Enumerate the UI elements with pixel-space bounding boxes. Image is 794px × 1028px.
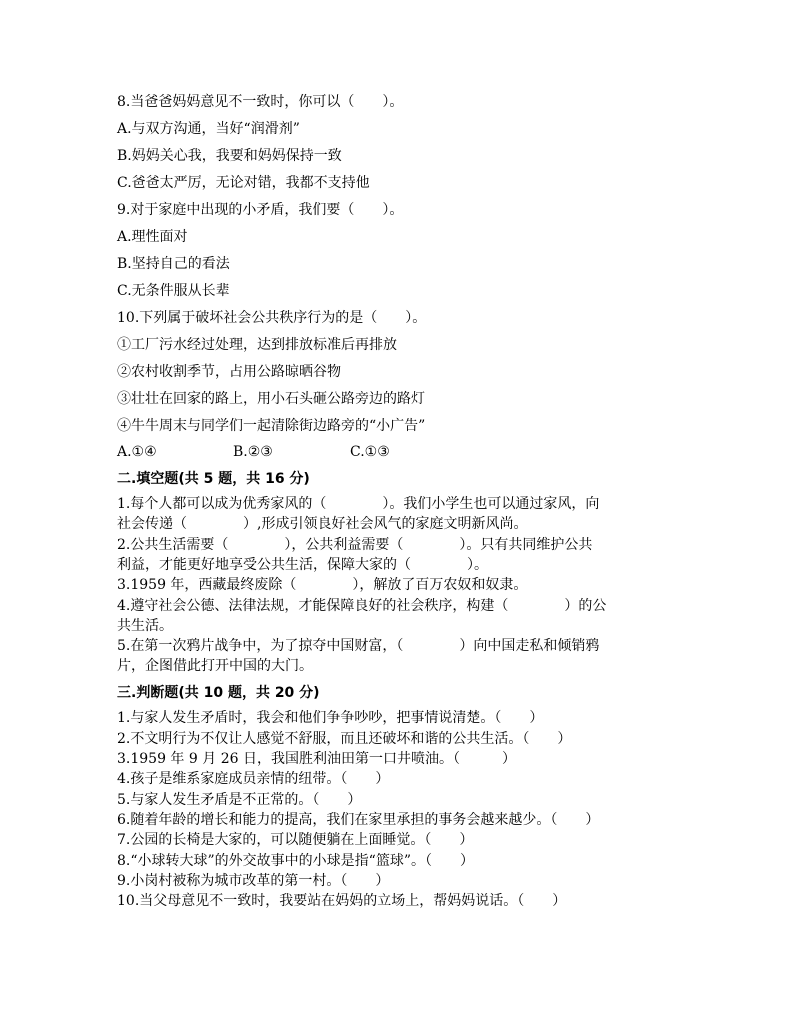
q10-stem: 10.下列属于破坏社会公共秩序行为的是（ ）。 [117,310,427,326]
q8-option-b: B.妈妈关心我，我要和妈妈保持一致 [117,148,342,164]
judge-item: 7.公园的长椅是大家的，可以随便躺在上面睡觉。（ ） [117,832,474,848]
q8-option-a: A.与双方沟通，当好“润滑剂” [117,121,300,137]
fill-line: 1.每个人都可以成为优秀家风的（ ）。我们小学生也可以通过家风，向 [117,496,600,512]
judge-item: 9.小岗村被称为城市改革的第一村。（ ） [117,873,390,889]
q10-option-b: B.②③ [233,444,273,460]
fill-line: 共生活。 [117,618,173,634]
judge-item: 8.“小球转大球”的外交故事中的小球是指“篮球”。（ ） [117,853,474,869]
q10-item-4: ④牛牛周末与同学们一起清除街边路旁的“小广告” [117,418,426,434]
q9-option-b: B.坚持自己的看法 [117,256,230,272]
fill-line: 4.遵守社会公德、法律法规，才能保障良好的社会秩序，构建（ ）的公 [117,598,607,614]
judge-item: 5.与家人发生矛盾是不正常的。（ ） [117,792,362,808]
q10-item-2: ②农村收割季节，占用公路晾晒谷物 [117,364,341,380]
fill-line: 片，企图借此打开中国的大门。 [117,658,313,674]
judge-item: 6.随着年龄的增长和能力的提高，我们在家里承担的事务会越来越少。（ ） [117,812,600,828]
judge-item: 1.与家人发生矛盾时，我会和他们争争吵吵，把事情说清楚。（ ） [117,710,544,726]
judge-item: 10.当父母意见不一致时，我要站在妈妈的立场上，帮妈妈说话。（ ） [117,893,567,909]
q10-item-3: ③壮壮在回家的路上，用小石头砸公路旁边的路灯 [117,391,425,407]
judge-section-heading: 三.判断题(共 10 题，共 20 分) [117,685,320,701]
judge-item: 4.孩子是维系家庭成员亲情的纽带。（ ） [117,771,390,787]
fill-line: 利益，才能更好地享受公共生活，保障大家的（ ）。 [117,557,488,573]
judge-item: 3.1959 年 9 月 26 日，我国胜利油田第一口井喷油。（ ） [117,751,516,767]
q8-stem: 8.当爸爸妈妈意见不一致时，你可以（ ）。 [117,94,404,110]
fill-section-heading: 二.填空题(共 5 题，共 16 分) [117,471,310,487]
fill-line: 5.在第一次鸦片战争中，为了掠夺中国财富，（ ）向中国走私和倾销鸦 [117,638,600,654]
q10-option-c: C.①③ [350,444,390,460]
q10-option-a: A.①④ [117,444,157,460]
q8-option-c: C.爸爸太严厉，无论对错，我都不支持他 [117,175,370,191]
q9-option-c: C.无条件服从长辈 [117,283,230,299]
fill-line: 社会传递（ ）,形成引领良好社会风气的家庭文明新风尚。 [117,516,528,532]
fill-line: 2.公共生活需要（ ），公共利益需要（ ）。只有共同维护公共 [117,537,593,553]
q10-item-1: ①工厂污水经过处理，达到排放标准后再排放 [117,337,397,353]
q9-stem: 9.对于家庭中出现的小矛盾，我们要（ ）。 [117,202,404,218]
judge-item: 2.不文明行为不仅让人感觉不舒服，而且还破坏和谐的公共生活。（ ） [117,731,572,747]
q9-option-a: A.理性面对 [117,229,188,245]
fill-line: 3.1959 年，西藏最终废除（ ），解放了百万农奴和奴隶。 [117,577,528,593]
